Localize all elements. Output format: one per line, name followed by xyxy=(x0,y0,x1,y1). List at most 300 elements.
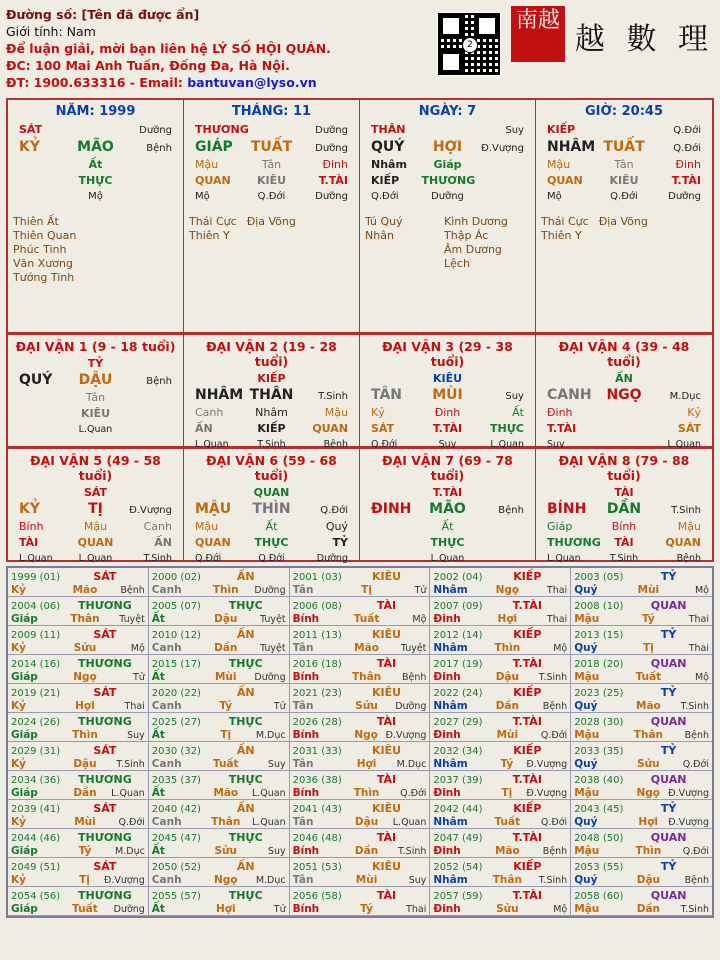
year-cell[interactable] xyxy=(149,800,290,829)
year-branch: Mùi xyxy=(496,729,519,741)
year-label: 2058 (60) xyxy=(574,891,624,902)
year-stage: Dưỡng xyxy=(113,904,145,915)
year-stem: Canh xyxy=(151,584,182,596)
year-branch: Thìn xyxy=(212,584,239,596)
year-stem: Quý xyxy=(574,874,598,886)
year-stem: Quý xyxy=(574,584,598,596)
year-cell[interactable] xyxy=(290,568,431,597)
dv-r5-left: L.Quan xyxy=(19,553,53,564)
year-branch: Mùi xyxy=(74,816,96,828)
year-cell[interactable] xyxy=(571,597,712,626)
pillar-notes xyxy=(13,215,178,285)
dv-r3-mid: Bính xyxy=(611,520,637,533)
pillar-r1-left: SÁT xyxy=(19,123,43,136)
dv-r5-right: Dưỡng xyxy=(316,553,348,564)
year-cell[interactable] xyxy=(430,771,571,800)
year-cell[interactable] xyxy=(8,568,149,597)
year-ten-god: KIÊU xyxy=(371,802,402,815)
note-item: Kình Dương xyxy=(444,215,508,228)
year-stem: Bính xyxy=(292,787,320,799)
year-ten-god: QUAN xyxy=(650,657,687,670)
year-label: 2035 (37) xyxy=(151,775,201,786)
year-label: 2038 (40) xyxy=(574,775,624,786)
dv-r2-right: Bệnh xyxy=(498,505,524,516)
year-stem: Giáp xyxy=(11,903,38,915)
year-cell[interactable] xyxy=(8,887,149,916)
year-stage: Dưỡng xyxy=(254,672,286,683)
year-label: 2016 (18) xyxy=(292,659,342,670)
year-label: 2033 (35) xyxy=(574,746,624,757)
year-branch: Mão xyxy=(354,642,379,654)
dv-r3-mid: Nhâm xyxy=(255,406,288,419)
year-ten-god: KIẾP xyxy=(513,686,542,699)
year-stage: Đ.Vượng xyxy=(668,788,709,799)
pillar-r1-right: Suy xyxy=(505,125,524,136)
year-cell[interactable] xyxy=(149,626,290,655)
pillar-notes xyxy=(365,215,530,271)
pillar-title: THÁNG: 11 xyxy=(231,104,312,119)
year-ten-god: THỰC xyxy=(228,773,263,786)
year-ten-god: SÁT xyxy=(93,628,117,641)
year-cell[interactable] xyxy=(430,568,571,597)
year-label: 2042 (44) xyxy=(433,804,483,815)
year-stem: Tân xyxy=(292,758,314,770)
year-cell[interactable] xyxy=(290,771,431,800)
dv-r2-right: Suy xyxy=(505,391,524,402)
year-cell[interactable] xyxy=(430,887,571,916)
year-cell[interactable] xyxy=(8,771,149,800)
year-cell[interactable] xyxy=(290,858,431,887)
note-item: Tú Quý Nhân xyxy=(365,215,403,242)
pillar-stem: KỶ xyxy=(19,139,40,155)
year-label: 2039 (41) xyxy=(11,804,61,815)
year-branch: Tý xyxy=(642,613,655,625)
dv-r3-right: Quý xyxy=(325,520,348,533)
dv-r2-right: Bệnh xyxy=(146,376,172,387)
year-cell[interactable] xyxy=(8,742,149,771)
year-cell[interactable] xyxy=(290,655,431,684)
email-link[interactable]: bantuvan@lyso.vn xyxy=(187,75,317,90)
year-ten-god: SÁT xyxy=(93,570,117,583)
pillar-branch: HỢI xyxy=(432,139,463,155)
year-label: 2054 (56) xyxy=(11,891,61,902)
year-stage: Tử xyxy=(273,904,286,915)
pillar-r2-right: Q.Đới xyxy=(673,143,701,154)
note-col-right xyxy=(247,215,296,243)
dv-stem: BÍNH xyxy=(547,501,587,517)
year-stem: Ất xyxy=(151,903,165,915)
pillar-notes xyxy=(541,215,707,243)
year-cell[interactable] xyxy=(430,800,571,829)
dv-r4-left: THƯƠNG xyxy=(547,536,601,549)
year-stem: Canh xyxy=(151,874,182,886)
year-ten-god: TỶ xyxy=(660,628,677,641)
qr-code-icon[interactable] xyxy=(437,12,501,76)
year-cell[interactable] xyxy=(149,597,290,626)
year-cell[interactable] xyxy=(290,626,431,655)
dv-r3-left: Canh xyxy=(195,406,224,419)
note-item: Văn Xương xyxy=(13,257,73,270)
year-cell[interactable] xyxy=(430,684,571,713)
dv-r5-right: T.Sinh xyxy=(143,553,172,564)
dai-van-2 xyxy=(184,334,360,450)
year-stem: Ất xyxy=(151,729,165,741)
year-cell[interactable] xyxy=(430,829,571,858)
year-cell[interactable] xyxy=(149,684,290,713)
pillar-r1-left: THÂN xyxy=(371,123,406,136)
pillar-r2-right: Đ.Vượng xyxy=(481,143,524,154)
year-cell[interactable] xyxy=(149,742,290,771)
year-ten-god: KIẾP xyxy=(513,570,542,583)
year-stage: Thai xyxy=(688,643,709,654)
year-stem: Giáp xyxy=(11,787,38,799)
year-branch: Dần xyxy=(354,845,379,857)
year-branch: Dần xyxy=(495,700,519,712)
year-cell[interactable] xyxy=(430,713,571,742)
name-label: Đường số: xyxy=(6,7,78,22)
year-ten-god: ẤN xyxy=(236,686,255,699)
year-ten-god: THƯƠNG xyxy=(78,657,132,670)
year-stage: Suy xyxy=(267,846,286,857)
year-cell[interactable] xyxy=(8,626,149,655)
pillar-year xyxy=(8,100,184,332)
dv-r3-mid: Đinh xyxy=(434,406,461,419)
year-label: 2050 (52) xyxy=(151,862,201,873)
year-ten-god: TÀI xyxy=(376,889,397,902)
year-stem: Kỷ xyxy=(11,584,26,596)
year-branch: Dần xyxy=(73,787,97,799)
year-stage: Q.Đới xyxy=(682,759,709,770)
year-cell[interactable] xyxy=(571,829,712,858)
pillar-title: NĂM: 1999 xyxy=(55,104,136,119)
year-label: 2041 (43) xyxy=(292,804,342,815)
year-ten-god: QUAN xyxy=(650,889,687,902)
year-ten-god: THỰC xyxy=(228,715,263,728)
year-cell[interactable] xyxy=(571,655,712,684)
year-stage: Tuyệt xyxy=(260,614,286,625)
year-branch: Sửu xyxy=(496,903,519,915)
note-item: Phúc Tinh xyxy=(13,243,67,256)
dai-van-6 xyxy=(184,448,360,564)
note-item: Địa Võng xyxy=(598,215,648,228)
year-cell[interactable] xyxy=(430,858,571,887)
year-stem: Mậu xyxy=(574,613,600,625)
year-cell[interactable] xyxy=(290,597,431,626)
year-ten-god: ẤN xyxy=(236,570,255,583)
contact-line-1: Để luận giải, mời bạn liên hệ LÝ SỐ HỘI QUÁN. xyxy=(6,41,331,56)
year-stage: T.Sinh xyxy=(538,672,568,683)
dv-r1-mid: T.TÀI xyxy=(432,486,463,499)
note-col-left xyxy=(541,215,589,243)
year-cell[interactable] xyxy=(571,684,712,713)
dv-r4-mid: THỰC xyxy=(254,536,289,549)
dv-r4-left: T.TÀI xyxy=(547,422,577,435)
pillar-day xyxy=(360,100,536,332)
year-cell[interactable] xyxy=(290,684,431,713)
year-cell[interactable] xyxy=(430,742,571,771)
year-ten-god: KIÊU xyxy=(371,628,402,641)
year-ten-god: T.TÀI xyxy=(512,773,542,786)
year-ten-god: KIÊU xyxy=(371,860,402,873)
year-stage: Bệnh xyxy=(542,846,568,857)
year-cell[interactable] xyxy=(149,771,290,800)
year-branch: Sửu xyxy=(214,845,237,857)
year-cell[interactable] xyxy=(430,597,571,626)
year-stage: Bệnh xyxy=(684,730,709,741)
year-ten-god: KIẾP xyxy=(513,744,542,757)
note-item: Địa Võng xyxy=(246,215,296,228)
year-cell[interactable] xyxy=(8,858,149,887)
year-ten-god: T.TÀI xyxy=(512,715,542,728)
year-stage: T.Sinh xyxy=(680,701,709,712)
pillar-r4-left: KIẾP xyxy=(371,174,400,187)
dai-van-4 xyxy=(536,334,712,450)
pillar-r5-left: Mộ xyxy=(195,191,210,202)
year-ten-god: SÁT xyxy=(93,686,117,699)
year-branch: Mão xyxy=(494,845,520,857)
note-item: Tướng Tinh xyxy=(13,271,75,284)
year-branch: Thân xyxy=(211,816,241,828)
name-line xyxy=(6,6,331,23)
year-stage: Q.Đới xyxy=(400,788,427,799)
year-ten-god: THỰC xyxy=(228,657,263,670)
dai-van-7 xyxy=(360,448,536,564)
year-stem: Canh xyxy=(151,700,182,712)
year-stage: Q.Đới xyxy=(540,730,568,741)
year-ten-god: TỶ xyxy=(660,686,677,699)
year-stem: Bính xyxy=(292,613,320,625)
year-stem: Canh xyxy=(151,816,182,828)
year-cell[interactable] xyxy=(8,597,149,626)
year-branch: Mão xyxy=(213,787,239,799)
pillar-title: GIỜ: 20:45 xyxy=(585,104,663,119)
year-stem: Nhâm xyxy=(433,584,468,596)
year-cell[interactable] xyxy=(290,800,431,829)
year-ten-god: THỰC xyxy=(228,831,263,844)
year-cell[interactable] xyxy=(571,771,712,800)
year-branch: Hợi xyxy=(75,700,95,712)
dv-stem: KỶ xyxy=(19,501,40,517)
year-cell[interactable] xyxy=(149,887,290,916)
year-stem: Giáp xyxy=(11,729,38,741)
dv-r3-left: Giáp xyxy=(547,520,573,533)
year-stem: Mậu xyxy=(574,729,600,741)
pillar-r3-mid: Ất xyxy=(88,158,103,171)
year-cell[interactable] xyxy=(571,626,712,655)
year-stage: Dưỡng xyxy=(254,585,286,596)
year-stage: Mộ xyxy=(412,614,427,625)
year-cell[interactable] xyxy=(149,568,290,597)
year-cell[interactable] xyxy=(149,713,290,742)
pillar-r1-left: KIẾP xyxy=(547,123,576,136)
year-cell[interactable] xyxy=(290,887,431,916)
year-label: 2057 (59) xyxy=(433,891,483,902)
year-ten-god: QUAN xyxy=(650,831,687,844)
year-stem: Kỷ xyxy=(11,874,26,886)
year-stem: Bính xyxy=(292,845,320,857)
note-col-right xyxy=(599,215,648,243)
year-branch: Thân xyxy=(351,671,382,683)
dv-r1-mid: QUAN xyxy=(253,486,290,499)
brand-title: 越 數 理 xyxy=(574,22,714,57)
year-stem: Nhâm xyxy=(433,758,468,770)
pillar-r1-right: Q.Đới xyxy=(673,125,701,136)
year-stem: Đinh xyxy=(433,787,461,799)
year-stage: Bệnh xyxy=(684,875,709,886)
year-branch: Tị xyxy=(79,874,90,886)
pillar-title: NGÀY: 7 xyxy=(418,104,477,119)
dai-van-8 xyxy=(536,448,712,564)
year-label: 2000 (02) xyxy=(151,572,201,583)
year-branch: Mùi xyxy=(637,584,660,596)
year-cell[interactable] xyxy=(571,742,712,771)
note-col-left xyxy=(365,215,434,271)
year-cell[interactable] xyxy=(571,713,712,742)
year-label: 2001 (03) xyxy=(292,572,342,583)
year-ten-god: KIẾP xyxy=(513,628,542,641)
year-stage: Bệnh xyxy=(402,672,427,683)
dv-r3-mid: Tân xyxy=(85,391,106,404)
year-stage: Mộ xyxy=(694,672,709,683)
year-ten-god: KIÊU xyxy=(371,744,402,757)
dv-r4-mid: THỰC xyxy=(430,536,465,549)
dv-r4-left: ẤN xyxy=(195,422,213,435)
year-branch: Tị xyxy=(643,642,654,654)
year-stage: Suy xyxy=(267,759,286,770)
year-stem: Đinh xyxy=(433,671,461,683)
note-item: Thập Ác xyxy=(444,229,489,242)
dai-van-grid-row-2 xyxy=(6,446,714,562)
year-ten-god: T.TÀI xyxy=(512,657,542,670)
year-branch: Thân xyxy=(633,729,663,741)
year-stage: Suy xyxy=(408,875,427,886)
year-cell[interactable] xyxy=(430,655,571,684)
year-cell[interactable] xyxy=(8,655,149,684)
dv-r3-left: Mậu xyxy=(195,520,219,533)
dv-stem: NHÂM xyxy=(195,387,244,403)
pillar-r4-left: QUAN xyxy=(547,174,583,187)
year-cell[interactable] xyxy=(8,800,149,829)
year-ten-god: QUAN xyxy=(650,715,687,728)
dv-r5-left: Q.Đới xyxy=(195,553,222,564)
year-branch: Mão xyxy=(72,584,98,596)
year-branch: Sửu xyxy=(637,758,660,770)
year-stage: Q.Đới xyxy=(118,817,145,828)
year-cell[interactable] xyxy=(149,858,290,887)
year-stage: Đ.Vượng xyxy=(668,817,709,828)
year-branch: Tý xyxy=(78,845,92,857)
year-ten-god: THỰC xyxy=(228,599,263,612)
note-item: Thiên Ất xyxy=(13,215,59,228)
year-cell[interactable] xyxy=(430,626,571,655)
dv-r5-mid: T.Sinh xyxy=(609,553,639,564)
year-cell[interactable] xyxy=(290,829,431,858)
dv-r3-right: Mậu xyxy=(324,406,348,419)
year-cell[interactable] xyxy=(571,858,712,887)
year-stem: Kỷ xyxy=(11,642,26,654)
note-item: Thiên Y xyxy=(189,229,230,242)
dv-r1-mid: TỶ xyxy=(87,357,104,370)
dv-r2-right: Đ.Vượng xyxy=(129,505,172,516)
dv-r2-right: T.Sinh xyxy=(671,505,701,516)
year-label: 2030 (32) xyxy=(151,746,201,757)
year-label: 2019 (21) xyxy=(11,688,61,699)
pillar-notes xyxy=(189,215,354,243)
year-ten-god: THỰC xyxy=(228,889,263,902)
dai-van-5 xyxy=(8,448,184,564)
year-label: 2026 (28) xyxy=(292,717,342,728)
year-branch: Dậu xyxy=(73,758,97,770)
year-branch: Tuất xyxy=(212,758,239,770)
dai-van-title: ĐẠI VẬN 4 (39 - 48 tuổi) xyxy=(558,339,690,369)
year-cell[interactable] xyxy=(571,800,712,829)
year-cell[interactable] xyxy=(8,829,149,858)
year-branch: Thìn xyxy=(72,729,98,741)
address-line: ĐC: 100 Mai Anh Tuấn, Đống Đa, Hà Nội. xyxy=(6,58,290,73)
dv-r2-right: M.Dục xyxy=(669,391,701,402)
year-ten-god: T.TÀI xyxy=(512,831,542,844)
pillar-month xyxy=(184,100,360,332)
dv-r3-right: Ất xyxy=(512,406,524,419)
year-cell[interactable] xyxy=(571,568,712,597)
year-branch: Tị xyxy=(501,787,513,799)
year-ten-god: THƯƠNG xyxy=(78,889,132,902)
pillar-r4-right: T.TÀI xyxy=(671,174,701,187)
year-label: 2052 (54) xyxy=(433,862,483,873)
header-text-block xyxy=(6,6,331,91)
year-cell[interactable] xyxy=(149,655,290,684)
year-stage: Đ.Vượng xyxy=(526,759,568,770)
year-stem: Nhâm xyxy=(433,642,468,654)
year-cell[interactable] xyxy=(8,684,149,713)
year-branch: Thân xyxy=(70,613,100,625)
dv-branch: DẬU xyxy=(78,372,113,388)
year-stage: Tuyệt xyxy=(260,643,286,654)
dv-r5-mid: Suy xyxy=(438,439,457,450)
year-branch: Dậu xyxy=(495,671,519,683)
year-stage: M.Dục xyxy=(255,875,286,886)
year-stem: Đinh xyxy=(433,903,461,915)
year-cell[interactable] xyxy=(290,713,431,742)
dai-van-1 xyxy=(8,334,184,446)
year-branch: Dần xyxy=(214,642,238,654)
year-stage: Tuyệt xyxy=(119,614,145,625)
year-cell[interactable] xyxy=(290,742,431,771)
year-label: 2004 (06) xyxy=(11,601,61,612)
year-cell[interactable] xyxy=(571,887,712,916)
pillar-r5-mid: Q.Đới xyxy=(257,191,286,202)
dv-branch: TỊ xyxy=(88,501,103,517)
year-stem: Đinh xyxy=(433,845,461,857)
year-branch: Mùi xyxy=(214,671,237,683)
dv-r4-right: QUAN xyxy=(312,422,348,435)
year-stem: Ất xyxy=(151,671,165,683)
note-item: Thiên Quan xyxy=(13,229,77,242)
dai-van-title: ĐẠI VẬN 6 (59 - 68 tuổi) xyxy=(206,453,337,483)
dv-r3-left: Đinh xyxy=(547,406,573,419)
dv-branch: NGỌ xyxy=(606,387,642,403)
year-label: 2055 (57) xyxy=(151,891,201,902)
year-label: 2012 (14) xyxy=(433,630,483,641)
year-cell[interactable] xyxy=(8,713,149,742)
dv-stem: MẬU xyxy=(195,501,232,517)
dai-van-title: ĐẠI VẬN 8 (79 - 88 tuổi) xyxy=(558,453,690,483)
note-item: Thiên Y xyxy=(541,229,582,242)
year-ten-god: TỶ xyxy=(660,802,677,815)
year-label: 2037 (39) xyxy=(433,775,483,786)
year-cell[interactable] xyxy=(149,829,290,858)
pillar-r3-left: Mậu xyxy=(547,158,571,171)
